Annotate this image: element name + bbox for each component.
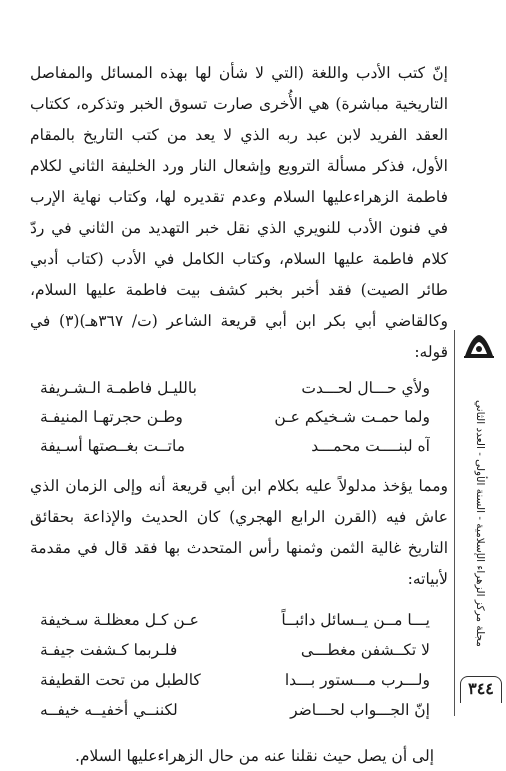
poem-verse [30,403,448,432]
paragraph: إنّ كتب الأدب واللغة (التي لا شأن لها بهذه المسائل والمفاصل التاريخية مباشرة) هي الأُخرى صارت تسوق الخبر وتذكره، ككتاب العقد الفريد لابن عبد ربه الذي لا يعد من كتب التاريخ بالمقام الأول، فذكر مسألة الترويع وإشعال النار ورد الخليفة الثاني لكلام فاطمة الزهراءعليها السلام وعدم تقديره لها، وكتاب نهاية الإرب في فنون الأدب للنويري الذي نقل خبر التهديد من الثاني في ردّ كلام فاطمة عليها السلام، وكتاب الكامل في الأدب (كتاب أدبي طائر الصيت) فقد أخبر بخبر كشف بيت فاطمة عليها السلام، وكالقاضي أبي بكر ابن أبي قريعة الشاعر (ت/ ٣٦٧هـ)(٣) في قوله: [30,64,448,361]
verse-first-hemistich: يـــا مــن يــسائل دائبــاً [281,611,430,629]
verse-first-hemistich: ولأي حـــال لحـــدت [301,379,430,397]
journal-running-title: مجلة مركز الزهراء الإسلامية - السنة الأولى - العدد الثاني [474,399,486,647]
poem-verse [30,635,448,665]
poem-verse [30,605,448,635]
verse-first-hemistich: إنّ الجـــواب لحـــاضر [290,701,430,719]
verse-second-hemistich: كالطبل من تحت القطيفة [40,671,201,689]
journal-sidebar [448,330,506,716]
poem-verse [30,665,448,695]
sidebar-divider [454,330,455,716]
verse-first-hemistich: آه لبنــــت محمـــد [311,437,430,455]
poem-verse [30,695,448,725]
poem-block [30,605,448,725]
page-number-frame [460,676,502,703]
verse-first-hemistich: ولما حمـت شـخيكم عـن [274,408,430,426]
main-text [30,58,448,771]
verse-first-hemistich: ولـــرب مـــستور بـــدا [284,671,430,689]
verse-second-hemistich: فلـربما كـشفت جيفـة [40,641,178,659]
page-number: ٣٤٤ [468,679,494,698]
verse-second-hemistich: بالليـل فاطمـة الـشـريفة [40,379,197,397]
verse-second-hemistich: وطـن حجرتهـا المنيفـة [40,408,183,426]
journal-logo-icon [462,330,496,360]
verse-second-hemistich: عـن كـل معظلـة سـخيفة [40,611,199,629]
verse-second-hemistich: ماتــت بغــصتها أسـيفة [40,437,186,455]
poem-block [30,374,448,461]
paragraph: ومما يؤخذ مدلولاً عليه بكلام ابن أبي قريعة أنه وإلى الزمان الذي عاش فيه (القرن الرابع الهجري) كان الحديث والإذاعة بحقائق التاريخ غالية الثمن وثمنها رأس المتحدث بها فقد قال في مقدمة لأبياته: [30,477,448,588]
verse-first-hemistich: لا تكــشفن مغطـــى [300,641,430,659]
poem-verse [30,432,448,461]
poem-verse [30,374,448,403]
closing-line: إلى أن يصل حيث نقلنا عنه من حال الزهراءعليها السلام. [75,747,434,765]
verse-second-hemistich: لكننــي أخفيــه خيفــه [40,701,178,719]
